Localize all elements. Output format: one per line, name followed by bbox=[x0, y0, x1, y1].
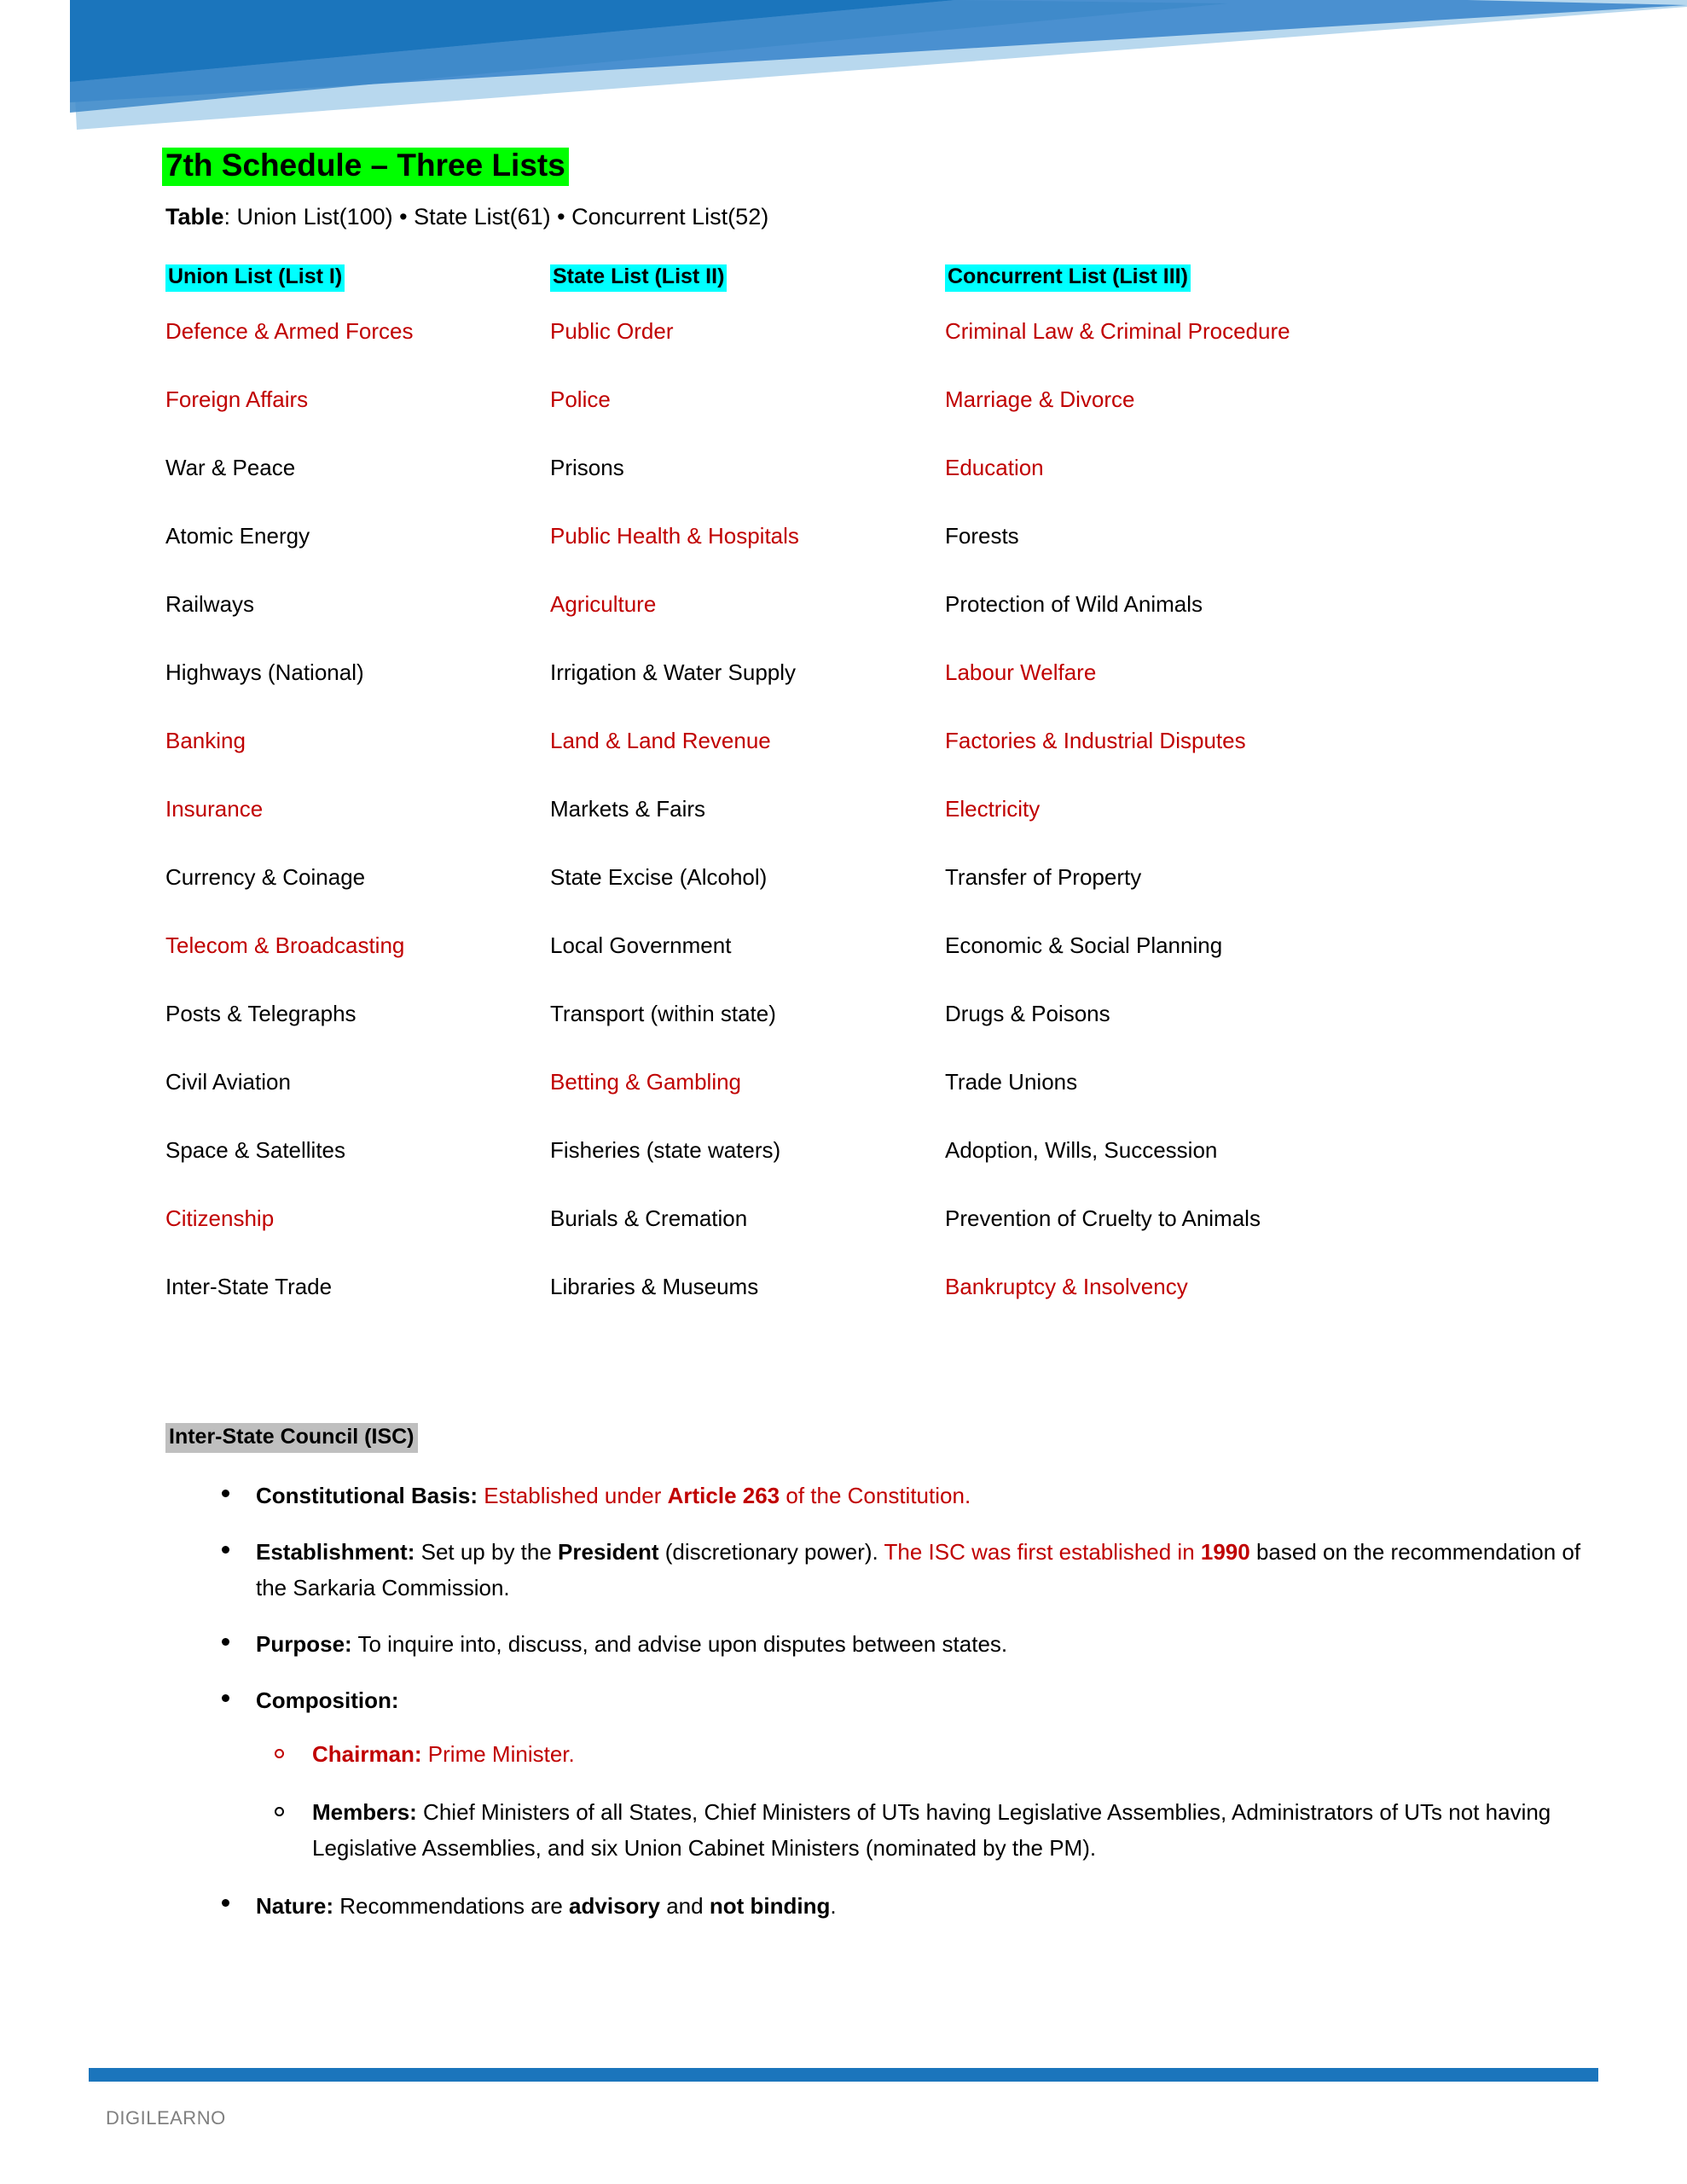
list-item: Markets & Fairs bbox=[550, 795, 706, 822]
list-item: War & Peace bbox=[165, 454, 296, 480]
list-item: Citizenship bbox=[165, 1205, 275, 1231]
bullet-nature bbox=[210, 1888, 1609, 1924]
header-banner bbox=[0, 0, 1687, 136]
section-header-isc: Inter-State Council (ISC) bbox=[165, 1423, 418, 1453]
table-caption bbox=[165, 203, 768, 230]
list-item: Insurance bbox=[165, 795, 264, 822]
list-item: Drugs & Poisons bbox=[945, 1000, 1110, 1026]
list-item: Trade Unions bbox=[945, 1068, 1078, 1095]
not-binding-emphasis: not binding bbox=[709, 1892, 831, 1919]
bullet-text: To inquire into, discuss, and advise upon disputes between states. bbox=[351, 1631, 1008, 1658]
list-item: Foreign Affairs bbox=[165, 386, 309, 412]
list-item: Bankruptcy & Insolvency bbox=[945, 1273, 1188, 1299]
list-item: Economic & Social Planning bbox=[945, 932, 1223, 958]
list-item: Libraries & Museums bbox=[550, 1273, 759, 1299]
concurrent-list-items bbox=[945, 319, 1491, 1343]
list-item: Protection of Wild Animals bbox=[945, 590, 1203, 617]
sub-bullet-label: Chairman: bbox=[312, 1740, 422, 1767]
bullet-establishment bbox=[210, 1534, 1609, 1606]
list-item: Betting & Gambling bbox=[550, 1068, 742, 1095]
list-item: Factories & Industrial Disputes bbox=[945, 727, 1246, 753]
sub-bullet-members bbox=[256, 1794, 1609, 1866]
list-item: Labour Welfare bbox=[945, 659, 1097, 685]
list-item: Civil Aviation bbox=[165, 1068, 291, 1095]
advisory-emphasis: advisory bbox=[569, 1892, 660, 1919]
table-caption-text: : Union List(100) • State List(61) • Concurrent List(52) bbox=[223, 204, 769, 229]
list-item: Irrigation & Water Supply bbox=[550, 659, 797, 685]
bullet-dot-icon bbox=[222, 1546, 229, 1554]
list-item: Police bbox=[550, 386, 611, 412]
bullet-text-a: Set up by the bbox=[415, 1539, 559, 1565]
isc-established-text: The ISC was first established in bbox=[884, 1539, 1201, 1565]
list-item: Burials & Cremation bbox=[550, 1205, 748, 1231]
footer-rule bbox=[89, 2068, 1598, 2082]
bullet-text-b: and bbox=[660, 1892, 710, 1919]
bullet-composition bbox=[210, 1682, 1609, 1865]
bullet-text-c: . bbox=[830, 1892, 837, 1919]
establishment-year: 1990 bbox=[1200, 1539, 1250, 1565]
list-item: Transport (within state) bbox=[550, 1000, 776, 1026]
list-item: Public Order bbox=[550, 317, 674, 344]
bullet-purpose bbox=[210, 1626, 1609, 1662]
list-item: Space & Satellites bbox=[165, 1136, 346, 1163]
table-caption-label: Table bbox=[165, 204, 224, 229]
bullet-label: Nature: bbox=[256, 1892, 334, 1919]
list-item: Defence & Armed Forces bbox=[165, 317, 414, 344]
list-item: Transfer of Property bbox=[945, 863, 1142, 890]
bullet-text-c: based on the recommendation of the Sarkaria Commission. bbox=[256, 1539, 1581, 1601]
list-item: State Excise (Alcohol) bbox=[550, 863, 768, 890]
three-lists-table bbox=[0, 264, 1687, 1374]
list-item: Telecom & Broadcasting bbox=[165, 932, 405, 958]
column-union-list bbox=[165, 264, 566, 1343]
bullet-text-a: Established under bbox=[478, 1483, 668, 1508]
list-item: Prevention of Cruelty to Animals bbox=[945, 1205, 1261, 1231]
president-emphasis: President bbox=[558, 1539, 659, 1565]
bullet-dot-icon bbox=[222, 1490, 229, 1497]
bullet-label: Purpose: bbox=[256, 1631, 352, 1658]
bullet-text-b: (discretionary power). bbox=[658, 1539, 884, 1565]
list-item: Electricity bbox=[945, 795, 1041, 822]
list-item: Criminal Law & Criminal Procedure bbox=[945, 317, 1290, 344]
list-item: Atomic Energy bbox=[165, 522, 310, 549]
list-item: Inter-State Trade bbox=[165, 1273, 333, 1299]
bullet-dot-icon bbox=[222, 1638, 229, 1646]
sub-bullet-ring-icon bbox=[275, 1749, 284, 1758]
list-item: Agriculture bbox=[550, 590, 657, 617]
footer-brand: DIGILEARNO bbox=[106, 2107, 226, 2129]
article-reference: Article 263 bbox=[667, 1483, 780, 1508]
list-item: Local Government bbox=[550, 932, 732, 958]
list-item: Prisons bbox=[550, 454, 624, 480]
list-item: Forests bbox=[945, 522, 1019, 549]
list-item: Public Health & Hospitals bbox=[550, 522, 799, 549]
sub-bullet-ring-icon bbox=[275, 1807, 284, 1816]
bullet-dot-icon bbox=[222, 1694, 229, 1702]
isc-bullet-list bbox=[210, 1478, 1609, 1944]
column-state-list bbox=[550, 264, 934, 1343]
composition-sub-list bbox=[256, 1736, 1609, 1866]
sub-bullet-text: Prime Minister. bbox=[421, 1740, 575, 1767]
sub-bullet-chairman bbox=[256, 1736, 1609, 1772]
list-item: Currency & Coinage bbox=[165, 863, 366, 890]
column-concurrent-list bbox=[945, 264, 1491, 1343]
bullet-label: Composition: bbox=[256, 1687, 399, 1714]
list-item: Railways bbox=[165, 590, 255, 617]
bullet-text-a: Recommendations are bbox=[333, 1892, 570, 1919]
bullet-constitutional-basis bbox=[210, 1478, 1609, 1513]
sub-bullet-text: Chief Ministers of all States, Chief Ministers of UTs having Legislative Assemblies, Administrators of UTs not having Legislative Assemblies, and six Union Cabinet Ministers (nominated by the PM). bbox=[312, 1798, 1551, 1861]
column-header-union: Union List (List I) bbox=[165, 264, 345, 292]
list-item: Land & Land Revenue bbox=[550, 727, 771, 753]
column-header-concurrent: Concurrent List (List III) bbox=[945, 264, 1191, 292]
state-list-items bbox=[550, 319, 934, 1343]
list-item: Posts & Telegraphs bbox=[165, 1000, 357, 1026]
column-header-state: State List (List II) bbox=[550, 264, 727, 292]
list-item: Adoption, Wills, Succession bbox=[945, 1136, 1218, 1163]
bullet-label: Establishment: bbox=[256, 1539, 415, 1565]
list-item: Banking bbox=[165, 727, 246, 753]
bullet-text-b: of the Constitution. bbox=[780, 1483, 971, 1508]
list-item: Fisheries (state waters) bbox=[550, 1136, 781, 1163]
sub-bullet-label: Members: bbox=[312, 1798, 417, 1825]
bullet-label: Constitutional Basis: bbox=[256, 1483, 478, 1508]
bullet-dot-icon bbox=[222, 1899, 229, 1907]
list-item: Marriage & Divorce bbox=[945, 386, 1135, 412]
page-title: 7th Schedule – Three Lists bbox=[162, 148, 569, 186]
list-item: Highways (National) bbox=[165, 659, 364, 685]
union-list-items bbox=[165, 319, 566, 1343]
list-item: Education bbox=[945, 454, 1044, 480]
